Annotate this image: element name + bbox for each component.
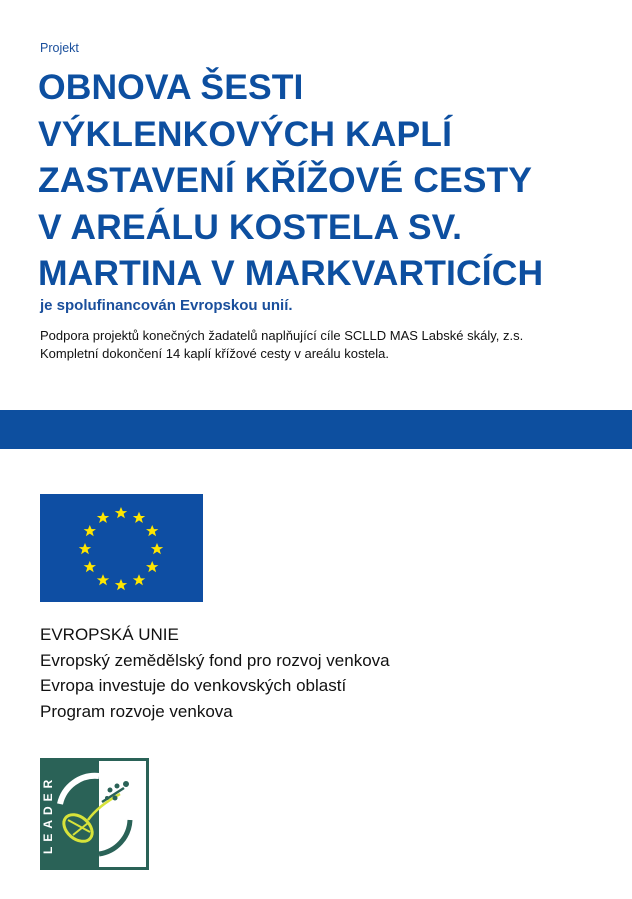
eu-line: EVROPSKÁ UNIE: [40, 625, 179, 644]
title-line: OBNOVA ŠESTI: [38, 67, 304, 107]
title-line: V AREÁLU KOSTELA SV.: [38, 206, 463, 247]
eu-line: Program rozvoje venkova: [40, 701, 233, 721]
project-description: [40, 327, 523, 363]
project-title: [38, 64, 543, 297]
title-line: MARTINA V MARKVARTICÍCH: [38, 253, 544, 293]
eu-flag-icon: [40, 494, 203, 602]
blue-divider-band: [0, 410, 632, 449]
eu-line: Evropa investuje do venkovských oblastí: [40, 676, 347, 695]
leader-logo-icon: [40, 758, 149, 870]
description-line: Kompletní dokončení 14 kaplí křížové cesty v areálu kostela.: [40, 346, 390, 361]
description-line: Podpora projektů konečných žadatelů naplňující cíle SCLLD MAS Labské skály, z.s.: [40, 328, 524, 343]
eu-funding-text: [40, 622, 390, 724]
eu-line: Evropský zemědělský fond pro rozvoj venkova: [40, 650, 390, 670]
title-line: ZASTAVENÍ KŘÍŽOVÉ CESTY: [38, 160, 533, 200]
cofinancing-statement: je spolufinancován Evropskou unií.: [40, 297, 293, 314]
svg-text:LEADER: LEADER: [41, 774, 55, 854]
title-line: VÝKLENKOVÝCH KAPLÍ: [38, 113, 453, 154]
project-label: Projekt: [40, 41, 79, 55]
